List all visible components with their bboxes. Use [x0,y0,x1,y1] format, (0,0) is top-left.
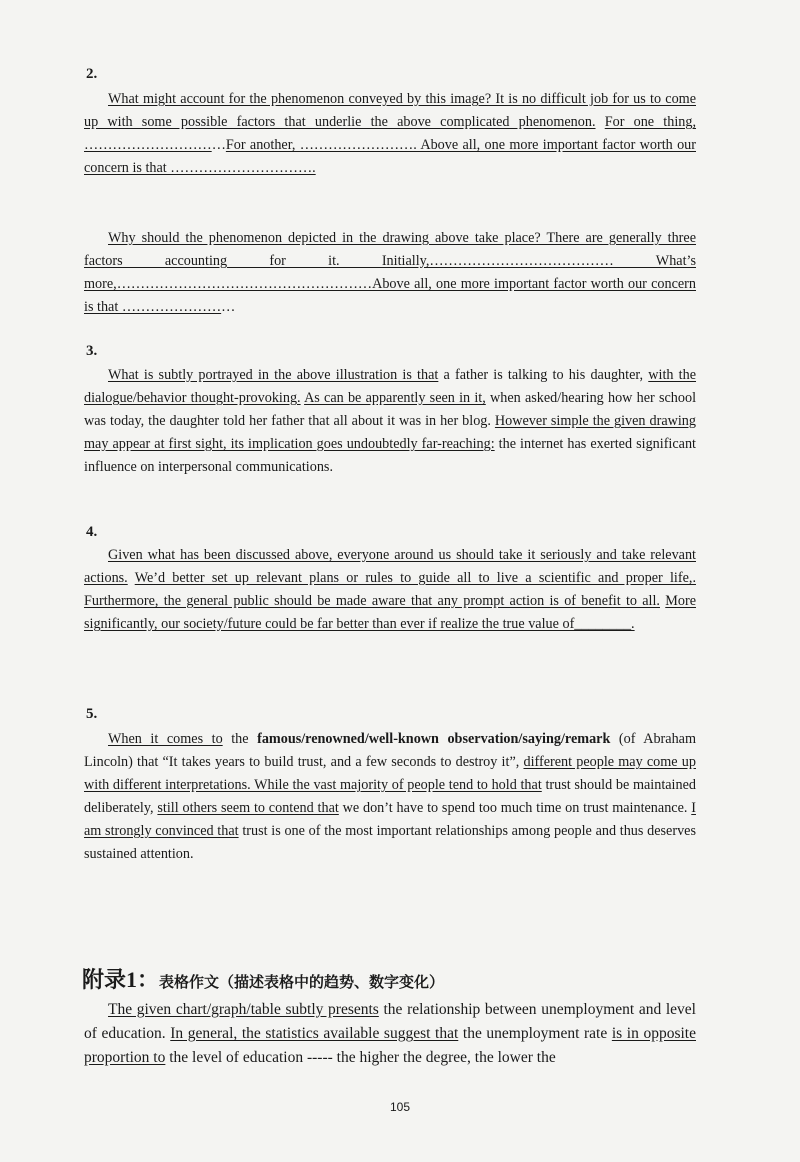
text-run [596,114,605,130]
text-run: trust should be maintained deliberately, [84,777,696,816]
underlined-phrase: Why should the phenomenon depicted in the drawing above take place? There are generally three factors accounting for it. Initially,………………………………… What’s more,………………………………………………Above all, one more important factor worth our concern is that ………………… [84,230,696,315]
underlined-phrase: is in opposite proportion to [84,1025,696,1066]
underlined-phrase: In general, the statistics available suggest that [170,1025,459,1042]
text-run: … [221,299,236,315]
section-4-paragraph [84,544,696,636]
underlined-phrase: We’d better set up relevant plans or rules to guide all to live a scientific and proper life,. [134,570,696,586]
underlined-phrase: different people may come up with different interpretations. While the vast majority of people tend to hold that [84,754,696,793]
section-5-paragraph [84,728,696,866]
section-number-5: 5. [86,706,98,722]
underlined-phrase: What is subtly portrayed in the above illustration is that [108,367,439,383]
underlined-phrase: As can be apparently seen in it, [304,390,486,406]
appendix-label: 附录1： [82,967,160,992]
appendix-paragraph [84,998,696,1070]
underlined-phrase: Given what has been discussed above, everyone around us should take it seriously and take relevant actions. [84,547,696,586]
text-run: a father is talking to his daughter, [438,367,649,383]
underlined-phrase: I am strongly convinced that [84,800,696,839]
appendix-heading [82,963,444,994]
section-number-4: 4. [86,524,98,540]
text-run: we don’t have to spend too much time on trust maintenance. [338,800,692,816]
section-3-paragraph [84,364,696,479]
underlined-phrase: still others seem to contend that [157,800,339,816]
underlined-phrase: More significantly, our society/future could be far better than ever if realize the true value of________. [84,593,696,632]
text-run: the relationship between unemployment and level of education. [84,1001,696,1042]
bold-phrase: famous/renowned/well-known observation/saying/remark [257,731,611,747]
text-run: trust is one of the most important relationships among people and thus deserves sustained attention. [84,823,696,862]
underlined-phrase: For another, ……………………. Above all, one more important factor worth our concern is that …………………………. [84,137,696,176]
underlined-phrase: However simple the given drawing may appear at first sight, its implication goes undoubtedly far-reaching: [84,413,696,452]
underlined-phrase: with the dialogue/behavior thought-provoking. [84,367,697,406]
text-run: the [222,731,258,747]
appendix-subtitle: 表格作文（描述表格中的趋势、数字变化） [159,975,445,991]
text-run: (of Abraham Lincoln) that “It takes years to build trust, and a few seconds to destroy it”, [84,731,697,770]
section-2-paragraph-1 [84,88,696,180]
page-number: 105 [389,1100,411,1114]
underlined-phrase: The given chart/graph/table subtly presents [108,1001,379,1018]
text-run: when asked/hearing how her school was today, the daughter told her father that all about it was in her blog. [84,390,697,429]
text-run: the internet has exerted significant influence on interpersonal communications. [84,436,696,475]
section-number-3: 3. [86,343,98,359]
text-run: the unemployment rate [458,1025,612,1042]
text-run [128,570,135,586]
underlined-phrase: What might account for the phenomenon conveyed by this image? It is no difficult job for us to come up with some possible factors that underlie the above complicated phenomenon. [84,91,696,130]
text-run: … [211,137,226,153]
section-2-paragraph-2 [84,227,696,319]
underlined-phrase: When it comes to [108,731,223,747]
underlined-phrase: Furthermore, the general public should be made aware that any prompt action is of benefit to all. [84,593,660,609]
section-number-2: 2. [86,66,98,82]
underlined-phrase: For one thing, ……………………… [84,114,697,153]
text-run: the level of education ----- the higher the degree, the lower the [165,1049,556,1066]
